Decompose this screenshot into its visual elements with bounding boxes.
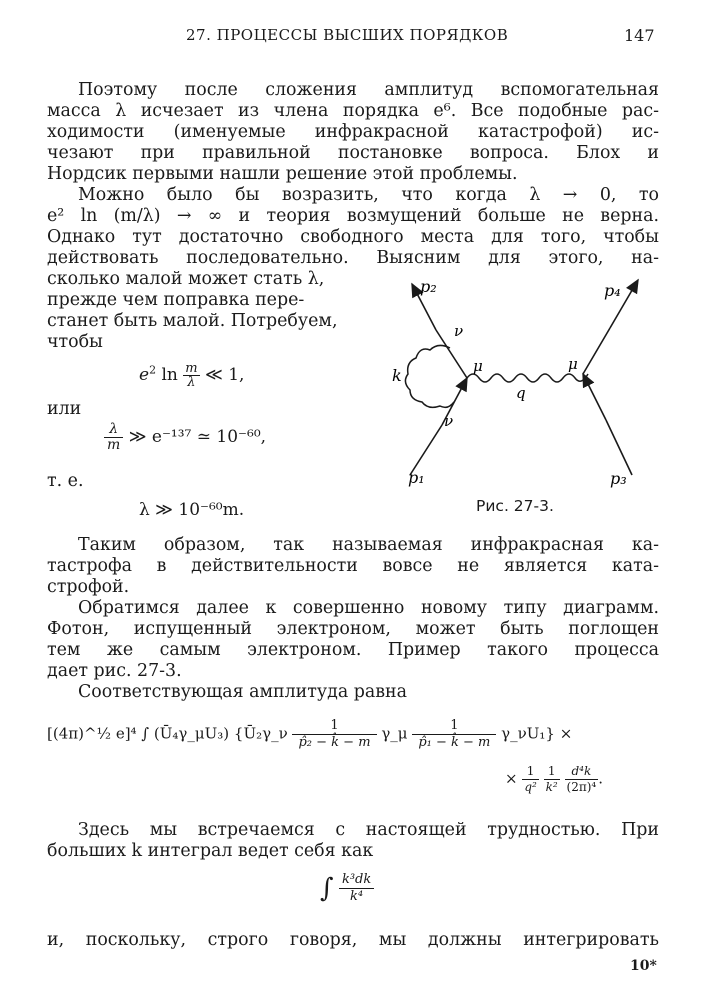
para3-line: тастрофа в действительности вовсе не является ката- bbox=[47, 556, 659, 576]
para4-line: тем же самым электроном. Пример такого процесса bbox=[47, 640, 659, 660]
running-header: 27. ПРОЦЕССЫ ВЫСШИХ ПОРЯДКОВ bbox=[186, 26, 509, 44]
label-mu-right: μ bbox=[568, 355, 578, 373]
para2-line: e² ln (m/λ) → ∞ и теория возмущений больше не верна. bbox=[47, 206, 659, 226]
para4-line: дает рис. 27-3. bbox=[47, 661, 182, 681]
para4-line: Фотон, испущенный электроном, может быть поглощен bbox=[47, 619, 659, 639]
amp-end: . bbox=[598, 769, 603, 788]
para7-line: и, поскольку, строго говоря, мы должны интегрировать bbox=[47, 930, 659, 950]
label-p1: p₁ bbox=[408, 468, 425, 487]
para2-line: сколько малой может стать λ, bbox=[47, 269, 325, 289]
amplitude-line-2 bbox=[505, 764, 603, 795]
eq1-numerator: m bbox=[185, 361, 198, 376]
para5-line: Соответствующая амплитуда равна bbox=[78, 682, 407, 702]
label-p4: p₄ bbox=[604, 281, 621, 300]
amp-f4-num: 1 bbox=[544, 764, 560, 780]
equation-2 bbox=[104, 422, 266, 453]
fermion-line-p3 bbox=[606, 420, 632, 475]
para1-line: Нордсик первыми нашли решение этой проблемы. bbox=[47, 164, 518, 184]
integral-expression bbox=[320, 872, 374, 905]
para2-line: станет быть малой. Потребуем, bbox=[47, 311, 338, 331]
para2-line: Однако тут достаточно свободного места для того, чтобы bbox=[47, 227, 659, 247]
photon-loop-k bbox=[405, 345, 454, 407]
para4-line: Обратимся далее к совершенно новому типу диаграмм. bbox=[78, 598, 659, 618]
label-q: q bbox=[516, 384, 526, 402]
label-nu-bottom: ν bbox=[444, 412, 454, 430]
label-nu-top: ν bbox=[454, 322, 464, 340]
fermion-arrow-p3 bbox=[583, 374, 606, 420]
figure-caption: Рис. 27-3. bbox=[476, 497, 554, 515]
label-p2: p₂ bbox=[420, 277, 437, 296]
label-p3: p₃ bbox=[610, 469, 627, 488]
para6-line: больших k интеграл ведет себя как bbox=[47, 841, 374, 861]
eq2-rest: ≫ e⁻¹³⁷ ≃ 10⁻⁶⁰, bbox=[128, 427, 267, 447]
para3-line: строфой. bbox=[47, 577, 130, 597]
photon-propagator-q bbox=[467, 374, 588, 382]
word-or: или bbox=[47, 399, 82, 419]
amp-times: × bbox=[505, 769, 518, 788]
amp-f3-den: q² bbox=[524, 780, 537, 794]
label-k: k bbox=[392, 366, 402, 385]
word-ie: т. е. bbox=[47, 471, 84, 491]
para6-line: Здесь мы встречаемся с настоящей трудностью. При bbox=[78, 820, 659, 840]
amp-frac2-den: p̂₁ − k̂ − m bbox=[418, 735, 491, 750]
feynman-diagram bbox=[370, 270, 670, 495]
equation-1: $e^2$ ln $\frac{m}{\lambda}$ ≪ 1, bbox=[139, 361, 245, 390]
page-number: 147 bbox=[624, 26, 655, 45]
amp-suffix: γ_νU₁} × bbox=[501, 724, 573, 743]
eq2-denominator: m bbox=[107, 437, 121, 453]
amp-f5-den: (2π)⁴ bbox=[566, 780, 597, 794]
para2-line: прежде чем поправка пере- bbox=[47, 290, 305, 310]
amp-frac1-den: p̂₂ − k̂ − m bbox=[298, 735, 371, 750]
para3-line: Таким образом, так называемая инфракрасная ка- bbox=[78, 535, 659, 555]
label-mu-left: μ bbox=[473, 357, 483, 375]
eq2-numerator: λ bbox=[104, 422, 123, 438]
para2-line: Можно было бы возразить, что когда λ → 0, то bbox=[78, 185, 659, 205]
amp-frac2-num: 1 bbox=[412, 718, 496, 735]
amplitude-line-1 bbox=[47, 718, 572, 751]
amp-f3-num: 1 bbox=[522, 764, 539, 780]
integral-denominator: k⁴ bbox=[350, 889, 364, 904]
para2-line: действовать последовательно. Выясним для этого, на- bbox=[47, 248, 659, 268]
fermion-line-p4 bbox=[583, 328, 610, 374]
signature-mark: 10* bbox=[630, 958, 657, 974]
amp-f5-num: d⁴k bbox=[565, 764, 599, 780]
amp-mid: γ_μ bbox=[381, 724, 408, 743]
integral-numerator: k³dk bbox=[339, 872, 374, 889]
amp-prefix: [(4π)^½ e]⁴ ∫ (Ū₄γ_μU₃) {Ū₂γ_ν bbox=[47, 724, 288, 743]
equation-3: λ ≫ 10⁻⁶⁰m. bbox=[139, 500, 245, 520]
integral-sign: ∫ bbox=[320, 873, 334, 904]
eq1-denominator: λ bbox=[187, 375, 196, 390]
para1-line: чезают при правильной постановке вопроса. Блох и bbox=[47, 143, 659, 163]
para1-line: Поэтому после сложения амплитуд вспомогательная bbox=[78, 80, 659, 100]
para1-line: масса λ исчезает из члена порядка e⁶. Все подобные рас- bbox=[47, 101, 659, 121]
amp-frac1-num: 1 bbox=[292, 718, 376, 735]
para1-line: ходимости (именуемые инфракрасной катастрофой) ис- bbox=[47, 122, 659, 142]
amp-f4-den: k² bbox=[545, 780, 558, 794]
para2-line: чтобы bbox=[47, 332, 103, 352]
